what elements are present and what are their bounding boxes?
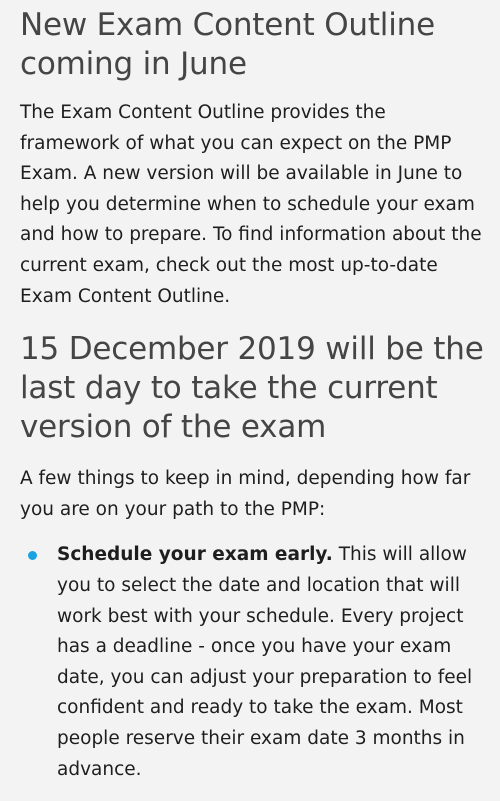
- section-heading-december: 15 December 2019 will be the last day to take the current version of the exam: [20, 331, 484, 446]
- tip-text: This will allow you to select the date and location that will work best with your schedule. Every project has a deadline - once you have your exam date, you can adjust your preparation to feel confident and ready to take the exam. Most people reserve their exam date 3 months in advance.: [57, 544, 473, 780]
- bullet-dot-icon: [28, 551, 37, 560]
- page-content: [20, 6, 485, 785]
- section-heading-new-outline: New Exam Content Outline coming in June: [20, 7, 435, 82]
- tip-title: Schedule your exam early.: [57, 544, 333, 566]
- tips-list: [20, 540, 485, 785]
- section-body-outline: The Exam Content Outline provides the framework of what you can expect on the PMP Exam. A new version will be available in June to help you determine when to schedule your exam and how to prepare. To find information about the current exam, check out the most up-to-date Exam Content Outline.: [20, 102, 482, 307]
- section-intro: A few things to keep in mind, depending how far you are on your path to the PMP:: [20, 468, 471, 520]
- list-item: [20, 540, 485, 785]
